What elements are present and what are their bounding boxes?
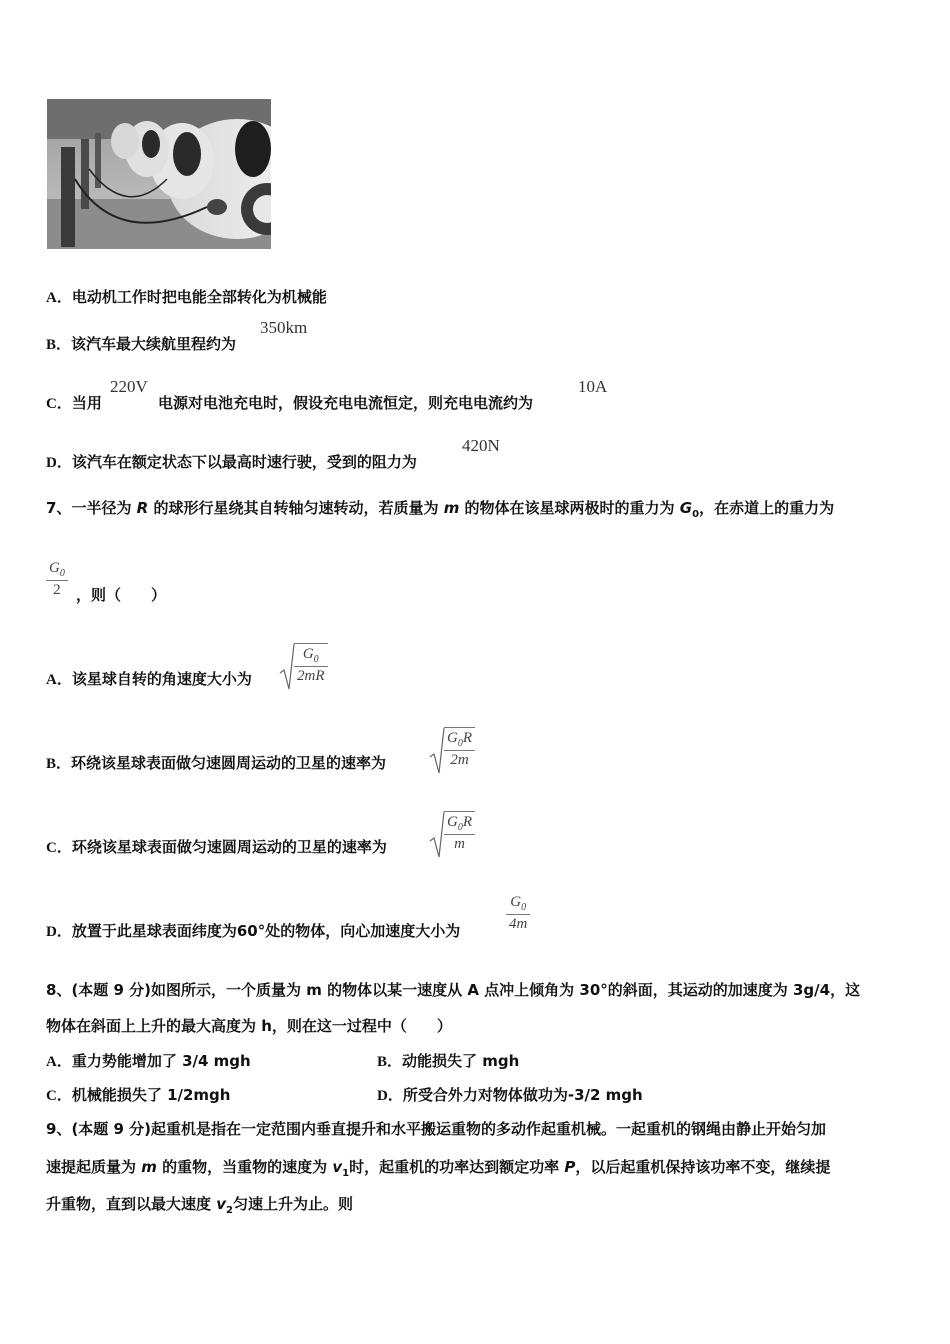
stem-text: 的重物，当重物的速度为 — [156, 1158, 333, 1176]
q7-option-a[interactable] — [46, 668, 252, 689]
stem-text: 的球形行星绕其自转轴匀速转动，若质量为 — [148, 499, 444, 517]
option-text: 重力势能增加了 3/4 mgh — [71, 1052, 251, 1070]
option-text: 电动机工作时把电能全部转化为机械能 — [71, 288, 327, 306]
option-label: D． — [46, 924, 72, 940]
q6-b-value: 350km — [260, 318, 308, 337]
var-v: v — [216, 1195, 227, 1213]
q9-stem-line2 — [46, 1156, 830, 1179]
option-label: D． — [377, 1088, 403, 1104]
q6-option-b[interactable] — [46, 333, 236, 354]
option-text: 动能损失了 mgh — [402, 1052, 520, 1070]
question-number: 8、 — [46, 981, 72, 999]
option-label: A． — [46, 1054, 72, 1070]
option-text: 该汽车最大续航里程约为 — [71, 335, 237, 353]
subscript: 0 — [457, 738, 463, 749]
frac-num: G — [447, 814, 458, 830]
subscript: 1 — [342, 1168, 350, 1179]
option-label: C． — [46, 396, 72, 412]
option-text: 该汽车在额定状态下以最高时速行驶，受到的阻力为 — [71, 453, 417, 471]
stem-text: ，在赤道上的重力为 — [699, 499, 835, 517]
q6-d-force: 420N — [462, 436, 500, 455]
frac-den: 2m — [450, 752, 469, 768]
q6-option-d[interactable] — [46, 451, 417, 472]
q8-stem-line2: 物体在斜面上上升的最大高度为 h，则在这一过程中（ ） — [46, 1017, 452, 1035]
stem-text: 匀速上升为止。则 — [232, 1195, 353, 1213]
frac-num: G — [302, 646, 314, 662]
q8-option-c[interactable] — [46, 1084, 230, 1105]
option-text: 该星球自转的角速度大小为 — [71, 670, 252, 688]
var-m: m — [141, 1158, 157, 1176]
option-text: 放置于此星球表面纬度为60°处的物体，向心加速度大小为 — [71, 922, 461, 940]
q7-d-frac — [506, 894, 530, 933]
stem-text: 升重物，直到以最大速度 — [46, 1195, 217, 1213]
q7-a-sqrt — [278, 643, 328, 685]
subscript: 0 — [457, 822, 463, 833]
option-label: D． — [46, 455, 72, 471]
option-text-before: 当用 — [71, 394, 102, 412]
q6-c-voltage: 220V — [110, 377, 148, 396]
var-R: R — [136, 499, 149, 517]
question-number: 9、 — [46, 1120, 72, 1138]
option-label: B． — [377, 1054, 403, 1070]
frac-num: G — [447, 730, 458, 746]
option-label: B． — [46, 337, 72, 353]
option-text: 所受合外力对物体做功为-3/2 mgh — [402, 1086, 643, 1104]
stem-text: 时，起重机的功率达到额定功率 — [349, 1158, 565, 1176]
q8-option-b[interactable] — [377, 1050, 519, 1071]
stem-text: 一半径为 — [71, 499, 137, 517]
option-label: C． — [46, 840, 72, 856]
q6-c-current: 10A — [578, 377, 608, 396]
var-v: v — [332, 1158, 343, 1176]
frac-den: m — [454, 836, 465, 852]
q7-c-sqrt — [428, 811, 475, 853]
q8-option-a[interactable] — [46, 1050, 251, 1071]
option-text: 环绕该星球表面做匀速圆周运动的卫星的速率为 — [71, 754, 387, 772]
q7-stem-tail: ，则（ ） — [76, 586, 167, 604]
frac-num-tail: R — [462, 730, 473, 746]
q6-c-middle-text: 电源对电池充电时，假设充电电流恒定，则充电电流约为 — [158, 394, 534, 412]
q7-b-sqrt — [428, 727, 475, 769]
q7-option-b[interactable] — [46, 752, 386, 773]
question-number: 7、 — [46, 499, 72, 517]
q7-option-c[interactable] — [46, 836, 387, 857]
option-text: 环绕该星球表面做匀速圆周运动的卫星的速率为 — [71, 838, 387, 856]
var-P: P — [564, 1158, 576, 1176]
subscript: 0 — [521, 902, 527, 913]
subscript: 0 — [313, 654, 319, 665]
ev-charging-photo — [47, 99, 271, 249]
q9-stem-line3 — [46, 1193, 353, 1216]
frac-den: 4m — [509, 916, 528, 932]
ev-charging-illustration — [47, 99, 271, 249]
frac-num-tail: R — [462, 814, 473, 830]
option-text: 机械能损失了 1/2mgh — [71, 1086, 231, 1104]
frac-num: G — [49, 560, 60, 576]
q9-stem-line1 — [46, 1118, 826, 1139]
frac-den: 2mR — [297, 668, 325, 684]
option-label: A． — [46, 672, 72, 688]
q6-option-a[interactable] — [46, 286, 327, 307]
frac-den: 2 — [53, 582, 61, 598]
radical-sign — [428, 727, 446, 777]
option-label: A． — [46, 290, 72, 306]
option-label: B． — [46, 756, 72, 772]
q7-stem — [46, 497, 834, 520]
option-label: C． — [46, 1088, 72, 1104]
stem-text: ，以后起重机保持该功率不变，继续提 — [575, 1158, 831, 1176]
q7-frac-g0-over-2 — [46, 560, 68, 599]
q8-option-d[interactable] — [377, 1084, 643, 1105]
stem-text: 速提起质量为 — [46, 1158, 142, 1176]
radical-sign — [428, 811, 446, 861]
q7-option-d[interactable] — [46, 920, 460, 941]
stem-text: 的物体在该星球两极时的重力为 — [459, 499, 680, 517]
frac-num: G — [510, 894, 522, 910]
q8-stem-line1 — [46, 979, 860, 1000]
subscript: 2 — [226, 1205, 233, 1216]
subscript: 0 — [692, 509, 700, 520]
radical-sign — [278, 643, 296, 693]
var-G: G — [679, 499, 693, 517]
q6-option-c[interactable] — [46, 392, 102, 413]
stem-text: (本题 9 分)如图所示，一个质量为 m 的物体以某一速度从 A 点冲上倾角为 30°的斜面，其运动的加速度为 3g/4，这 — [71, 981, 861, 999]
subscript: 0 — [59, 568, 65, 579]
stem-text: (本题 9 分)起重机是指在一定范围内垂直提升和水平搬运重物的多动作起重机械。一起重机的钢绳由静止开始匀加 — [71, 1120, 827, 1138]
var-m: m — [443, 499, 460, 517]
